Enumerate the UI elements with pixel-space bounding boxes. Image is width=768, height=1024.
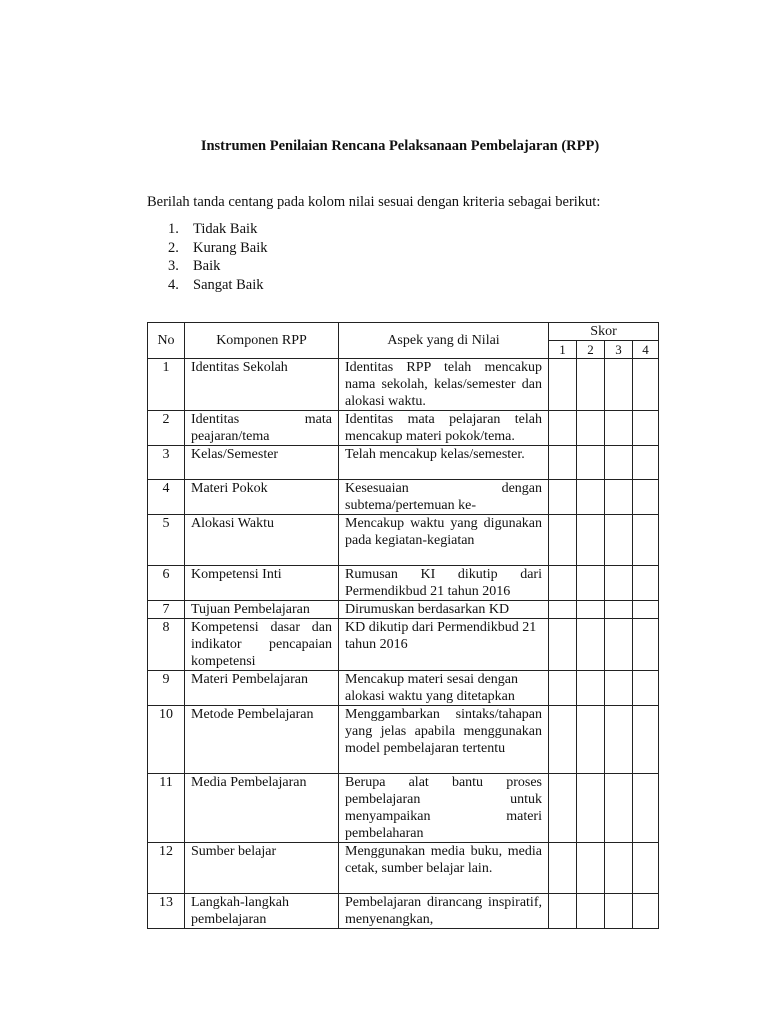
table-row [148, 480, 659, 515]
instruction-text: Berilah tanda centang pada kolom nilai sesuai dengan kriteria sebagai berikut: [147, 194, 601, 210]
score-cell-3[interactable] [605, 566, 633, 601]
row-aspek: Berupa alat bantu proses pembelajaran untuk menyampaikan materi pembelaharan [339, 774, 549, 843]
row-komponen: Identitas Sekolah [185, 359, 339, 411]
table-row [148, 774, 659, 843]
score-cell-3[interactable] [605, 619, 633, 671]
row-number: 1 [148, 359, 185, 411]
score-cell-1[interactable] [549, 601, 577, 619]
score-cell-2[interactable] [577, 671, 605, 706]
row-number: 7 [148, 601, 185, 619]
header-score-4: 4 [633, 341, 659, 359]
score-cell-4[interactable] [633, 566, 659, 601]
row-komponen: Kompetensi dasar dan indikator pencapaian kompetensi [185, 619, 339, 671]
table-row [148, 706, 659, 774]
criteria-list [168, 220, 268, 294]
score-cell-2[interactable] [577, 894, 605, 929]
score-cell-4[interactable] [633, 774, 659, 843]
score-cell-4[interactable] [633, 619, 659, 671]
score-cell-2[interactable] [577, 843, 605, 894]
row-komponen: Kelas/Semester [185, 446, 339, 480]
row-aspek: Menggunakan media buku, media cetak, sumber belajar lain. [339, 843, 549, 894]
score-cell-1[interactable] [549, 566, 577, 601]
score-cell-3[interactable] [605, 894, 633, 929]
row-aspek: Rumusan KI dikutip dari Permendikbud 21 tahun 2016 [339, 566, 549, 601]
row-komponen: Materi Pembelajaran [185, 671, 339, 706]
score-cell-4[interactable] [633, 359, 659, 411]
score-cell-1[interactable] [549, 480, 577, 515]
score-cell-3[interactable] [605, 515, 633, 566]
score-cell-4[interactable] [633, 706, 659, 774]
score-cell-4[interactable] [633, 843, 659, 894]
row-komponen: Tujuan Pembelajaran [185, 601, 339, 619]
row-komponen: Materi Pokok [185, 480, 339, 515]
score-cell-3[interactable] [605, 671, 633, 706]
score-cell-2[interactable] [577, 706, 605, 774]
score-cell-2[interactable] [577, 480, 605, 515]
score-cell-2[interactable] [577, 601, 605, 619]
score-cell-1[interactable] [549, 619, 577, 671]
row-aspek: Identitas mata pelajaran telah mencakup materi pokok/tema. [339, 411, 549, 446]
score-cell-1[interactable] [549, 515, 577, 566]
row-number: 2 [148, 411, 185, 446]
score-cell-1[interactable] [549, 894, 577, 929]
row-number: 4 [148, 480, 185, 515]
row-aspek: Mencakup materi sesai dengan alokasi waktu yang ditetapkan [339, 671, 549, 706]
header-score-1: 1 [549, 341, 577, 359]
row-number: 8 [148, 619, 185, 671]
row-number: 11 [148, 774, 185, 843]
score-cell-4[interactable] [633, 601, 659, 619]
score-cell-2[interactable] [577, 359, 605, 411]
row-komponen: Metode Pembelajaran [185, 706, 339, 774]
table-row [148, 446, 659, 480]
score-cell-1[interactable] [549, 671, 577, 706]
row-number: 5 [148, 515, 185, 566]
table-row [148, 566, 659, 601]
score-cell-3[interactable] [605, 601, 633, 619]
row-number: 9 [148, 671, 185, 706]
row-aspek: Kesesuaian dengan subtema/pertemuan ke- [339, 480, 549, 515]
header-score-3: 3 [605, 341, 633, 359]
row-komponen: Media Pembelajaran [185, 774, 339, 843]
header-no: No [148, 323, 185, 359]
row-aspek: KD dikutip dari Permendikbud 21 tahun 2016 [339, 619, 549, 671]
criteria-item: 2. Kurang Baik [168, 239, 268, 256]
header-score-2: 2 [577, 341, 605, 359]
row-number: 3 [148, 446, 185, 480]
criteria-item: 3. Baik [168, 258, 221, 274]
score-cell-4[interactable] [633, 894, 659, 929]
row-komponen: Sumber belajar [185, 843, 339, 894]
score-cell-2[interactable] [577, 411, 605, 446]
criteria-item: 1. Tidak Baik [168, 221, 258, 237]
row-aspek: Identitas RPP telah mencakup nama sekolah, kelas/semester dan alokasi waktu. [339, 359, 549, 411]
score-cell-1[interactable] [549, 706, 577, 774]
table-header-row [148, 323, 659, 341]
table-row [148, 619, 659, 671]
score-cell-3[interactable] [605, 706, 633, 774]
score-cell-2[interactable] [577, 619, 605, 671]
row-number: 6 [148, 566, 185, 601]
header-skor: Skor [549, 323, 659, 341]
score-cell-2[interactable] [577, 774, 605, 843]
score-cell-1[interactable] [549, 411, 577, 446]
score-cell-1[interactable] [549, 774, 577, 843]
row-number: 10 [148, 706, 185, 774]
score-cell-3[interactable] [605, 411, 633, 446]
score-cell-1[interactable] [549, 359, 577, 411]
table-row [148, 601, 659, 619]
header-aspek: Aspek yang di Nilai [339, 323, 549, 359]
score-cell-1[interactable] [549, 446, 577, 480]
score-cell-3[interactable] [605, 446, 633, 480]
row-komponen: Alokasi Waktu [185, 515, 339, 566]
score-cell-3[interactable] [605, 480, 633, 515]
header-komponen: Komponen RPP [185, 323, 339, 359]
score-cell-4[interactable] [633, 515, 659, 566]
score-cell-4[interactable] [633, 446, 659, 480]
score-cell-3[interactable] [605, 843, 633, 894]
assessment-table [147, 322, 659, 929]
table-row [148, 671, 659, 706]
document-title: Instrumen Penilaian Rencana Pelaksanaan Pembelajaran (RPP) [200, 138, 600, 154]
row-number: 13 [148, 894, 185, 929]
table-row [148, 894, 659, 929]
row-komponen: Langkah-langkah pembelajaran [185, 894, 339, 929]
score-cell-2[interactable] [577, 566, 605, 601]
score-cell-2[interactable] [577, 515, 605, 566]
row-aspek: Dirumuskan berdasarkan KD [339, 601, 549, 619]
row-aspek: Menggambarkan sintaks/tahapan yang jelas apabila menggunakan model pembelajaran tertentu [339, 706, 549, 774]
score-cell-4[interactable] [633, 480, 659, 515]
row-komponen: Kompetensi Inti [185, 566, 339, 601]
row-aspek: Telah mencakup kelas/semester. [339, 446, 549, 480]
row-number: 12 [148, 843, 185, 894]
criteria-item: 4. Sangat Baik [168, 276, 264, 293]
table-row [148, 359, 659, 411]
score-cell-2[interactable] [577, 446, 605, 480]
score-cell-4[interactable] [633, 671, 659, 706]
table-row [148, 515, 659, 566]
score-cell-4[interactable] [633, 411, 659, 446]
score-cell-3[interactable] [605, 774, 633, 843]
row-aspek: Mencakup waktu yang digunakan pada kegiatan-kegiatan [339, 515, 549, 566]
score-cell-1[interactable] [549, 843, 577, 894]
table-row [148, 411, 659, 446]
row-komponen: Identitas mata peajaran/tema [185, 411, 339, 446]
table-row [148, 843, 659, 894]
row-aspek: Pembelajaran dirancang inspiratif, menyenangkan, [339, 894, 549, 929]
score-cell-3[interactable] [605, 359, 633, 411]
